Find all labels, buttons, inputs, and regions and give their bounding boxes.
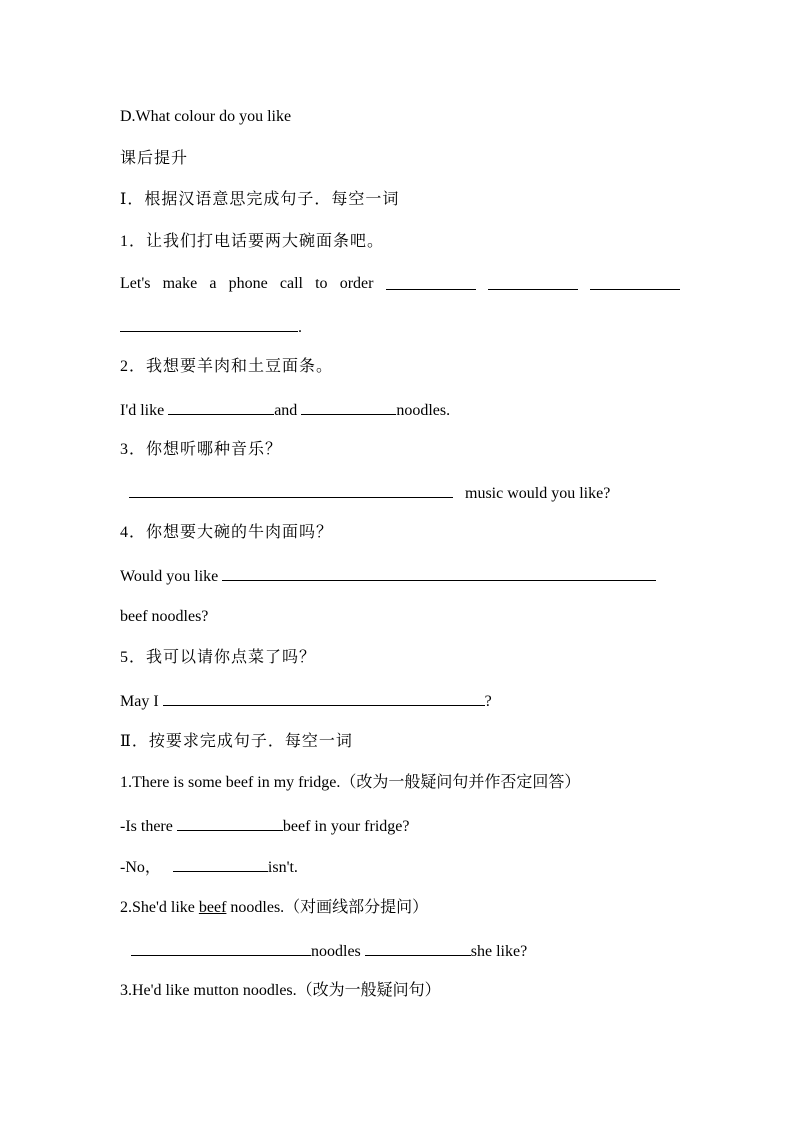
answer-blank[interactable] [173,854,268,872]
part2-q3-prompt: 3.He'd like mutton noodles.（改为一般疑问句） [120,982,441,999]
part1-q4-english [120,563,656,587]
q3-end: music would you like? [465,485,611,502]
part2-q1-prompt: 1.There is some beef in my fridge.（改为一般疑问句并作否定回答） [120,774,581,791]
q1-word: to [315,275,328,292]
answer-blank[interactable] [131,938,311,956]
q2-prompt-end: noodles.（对画线部分提问） [230,899,429,916]
q1b-end: isn't. [267,859,298,876]
q5-start: May I [120,693,159,710]
part1-q5-chinese: 5．我可以请你点菜了吗？ [120,649,317,666]
part1-heading: Ⅰ．根据汉语意思完成句子．每空一词 [120,191,400,208]
q2-mid: noodles [311,943,361,960]
q2-end: she like? [470,943,528,960]
q1-word: phone [228,275,268,292]
q1a-end: beef in your fridge? [282,818,410,835]
q1b-start: -No， [120,859,161,876]
q1-word: order [339,275,374,292]
q1-word: call [279,275,303,292]
part2-q2-prompt [120,896,428,920]
part2-q1-answer-a [120,813,409,837]
q1-word: make [162,275,198,292]
q4-start: Would you like [120,568,219,585]
answer-blank[interactable] [365,938,471,956]
option-d: D.What colour do you like [120,108,292,125]
part2-q2-answer [131,938,527,962]
answer-blank[interactable] [177,813,283,831]
answer-blank[interactable] [301,397,396,415]
part1-q1-english-cont [120,314,302,338]
section-title: 课后提升 [120,150,189,167]
q2-mid: and [274,402,298,419]
part1-q4-english-cont: beef noodles? [120,608,209,625]
q2-start: I'd like [120,402,165,419]
part2-q1-answer-b [120,854,298,878]
q2-end: noodles. [396,402,451,419]
answer-blank[interactable] [386,272,476,290]
part1-q3-english [129,480,610,504]
q2-prompt-start: 2.She'd like [120,899,195,916]
part1-q1-chinese: 1．让我们打电话要两大碗面条吧。 [120,233,385,250]
part1-q2-english [120,397,450,421]
q1-word: Let's [120,275,151,292]
answer-blank[interactable] [129,480,453,498]
answer-blank[interactable] [590,272,680,290]
answer-blank[interactable] [120,314,298,332]
part1-q1-english [120,272,680,296]
part1-q5-english [120,688,492,712]
underlined-word: beef [198,899,227,916]
q1a-start: -Is there [120,818,173,835]
answer-blank[interactable] [168,397,274,415]
part1-q4-chinese: 4．你想要大碗的牛肉面吗？ [120,524,334,541]
part2-heading: Ⅱ．按要求完成句子．每空一词 [120,733,353,750]
part1-q2-chinese: 2．我想要羊肉和土豆面条。 [120,358,334,375]
q5-end: ? [484,693,492,710]
period: . [298,319,302,336]
part1-q3-chinese: 3．你想听哪种音乐？ [120,441,283,458]
answer-blank[interactable] [163,688,485,706]
answer-blank[interactable] [222,563,656,581]
answer-blank[interactable] [488,272,578,290]
q1-word: a [209,275,217,292]
